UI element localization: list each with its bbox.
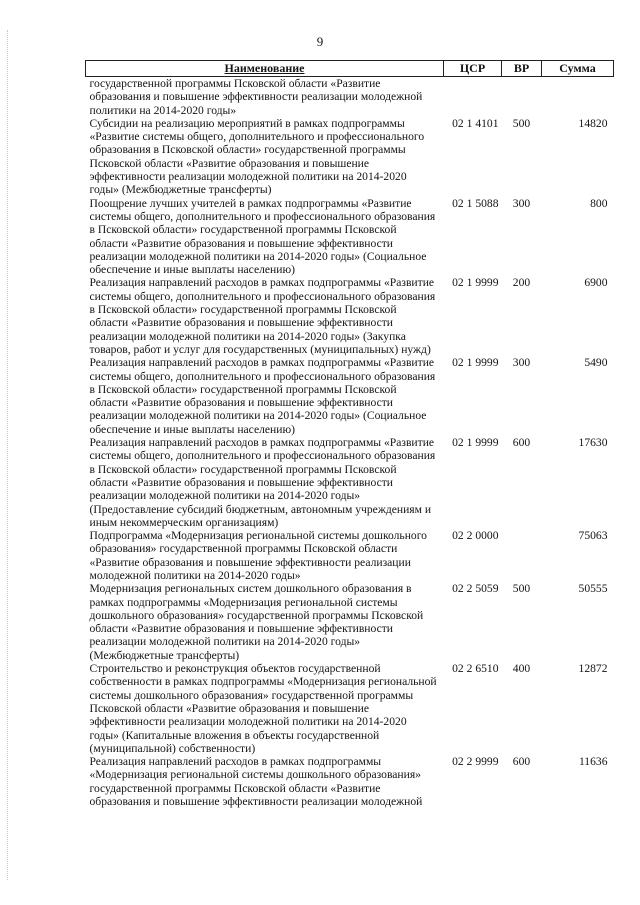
table-row	[86, 755, 614, 808]
cell-name: Субсидии на реализацию мероприятий в рамках подпрограммы «Развитие системы общего, дополнительного и профессионального образования в Псковской области» государственной программы Псковской области «Развитие образования и повышение эффективности реализации молодежной политики на 2014-2020 годы» (Межбюджетные трансферты)	[89, 116, 425, 197]
cell-sum: 5490	[584, 356, 608, 370]
table-row	[86, 77, 614, 117]
cell-csr: 02 2 9999	[452, 755, 499, 769]
cell-sum: 50555	[578, 582, 608, 596]
cell-name: Модернизация региональных систем дошкольного образования в рамках подпрограммы «Модернизация региональной системы дошкольного образования» государственной программы Псковской области «Развитие образования и повышение эффективности реализации молодежной политики на 2014-2020 годы» (Межбюджетные трансферты)	[89, 582, 424, 662]
table-row	[86, 197, 614, 277]
header-row	[86, 61, 614, 77]
table-row	[86, 582, 614, 662]
cell-csr: 02 1 9999	[452, 356, 499, 370]
page-number: 9	[316, 34, 324, 49]
cell-vr: 500	[512, 116, 531, 130]
cell-vr: 300	[512, 356, 531, 370]
cell-vr: 200	[512, 276, 531, 290]
cell-sum: 14820	[578, 116, 608, 130]
cell-sum: 17630	[578, 436, 608, 450]
cell-csr: 02 2 5059	[452, 582, 499, 596]
cell-sum: 75063	[578, 529, 608, 543]
cell-sum: 12872	[578, 662, 608, 676]
cell-name: Реализация направлений расходов в рамках подпрограммы «Модернизация региональной системы дошкольного образования» государственной программы Псковской области «Развитие образования и повышение эффективности реализации молодежной	[89, 755, 423, 809]
cell-name: Поощрение лучших учителей в рамках подпрограммы «Развитие системы общего, дополнительного и профессионального образования в Псковской области» государственной программы Псковской области «Развитие образования и повышение эффективности реализации молодежной политики на 2014-2020 годы» (Социальное обеспечение и иные выплаты населению)	[89, 196, 436, 277]
table-row	[86, 529, 614, 582]
cell-vr: 500	[512, 582, 531, 596]
cell-name: Реализация направлений расходов в рамках подпрограммы «Развитие системы общего, дополнительного и профессионального образования в Псковской области» государственной программы Псковской области «Развитие образования и повышение эффективности реализации молодежной политики на 2014-2020 годы» (Социальное обеспечение и иные выплаты населению)	[89, 356, 436, 436]
cell-vr: 400	[512, 662, 531, 676]
cell-name: Реализация направлений расходов в рамках подпрограммы «Развитие системы общего, дополнительного и профессионального образования в Псковской области» государственной программы Псковской области «Развитие образования и повышение эффективности реализации молодежной политики на 2014-2020 годы» (Закупка товаров, работ и услуг для государственных (муниципальных) нужд)	[89, 276, 436, 356]
header-csr: ЦСР	[444, 61, 502, 77]
cell-name: Реализация направлений расходов в рамках подпрограммы «Развитие системы общего, дополнительного и профессионального образования в Псковской области» государственной программы Псковской области «Развитие образования и повышение эффективности реализации молодежной политики на 2014-2020 годы» (Предоставление субсидий бюджетным, автономным учреждениям и иным некоммерческим организациям)	[89, 436, 436, 529]
cell-vr: 600	[512, 755, 531, 769]
cell-csr: 02 2 0000	[452, 529, 499, 543]
cell-csr: 02 2 6510	[452, 662, 499, 676]
cell-csr: 02 1 9999	[452, 436, 499, 450]
cell-csr: 02 1 9999	[452, 276, 499, 290]
table-row	[86, 436, 614, 529]
header-vr: ВР	[502, 61, 542, 77]
cell-name: государственной программы Псковской области «Развитие образования и повышение эффективности реализации молодежной политики на 2014-2020 годы»	[89, 77, 423, 117]
cell-sum: 6900	[584, 276, 608, 290]
cell-name: Подпрограмма «Модернизация региональной системы дошкольного образования» государственной программы Псковской области «Развитие образования и повышение эффективности реализации молодежной политики на 2014-2020 годы»	[89, 529, 427, 582]
cell-vr: 300	[512, 196, 531, 210]
cell-vr	[502, 77, 542, 117]
header-name: Наименование	[86, 61, 444, 77]
header-sum: Сумма	[542, 61, 614, 77]
cell-sum: 11636	[578, 755, 608, 769]
cell-sum	[542, 77, 614, 117]
table-row	[86, 356, 614, 436]
table-body	[86, 77, 614, 809]
budget-table	[85, 60, 614, 808]
cell-vr: 600	[512, 436, 531, 450]
cell-csr: 02 1 5088	[452, 196, 499, 210]
cell-name: Строительство и реконструкция объектов государственной собственности в рамках подпрограммы «Модернизация региональной системы дошкольного образования» государственной программы Псковской области «Развитие образования и повышение эффективности реализации молодежной политики на 2014-2020 годы» (Капитальные вложения в объекты государственной (муниципальной) собственности)	[89, 662, 437, 755]
table-row	[86, 117, 614, 197]
cell-sum: 800	[590, 196, 608, 210]
table-header	[86, 61, 614, 77]
table-row	[86, 662, 614, 755]
scan-edge	[7, 30, 9, 880]
cell-csr: 02 1 4101	[452, 116, 499, 130]
table-row	[86, 276, 614, 356]
budget-table-container	[85, 60, 613, 808]
cell-csr	[444, 77, 502, 117]
cell-vr	[502, 529, 542, 582]
